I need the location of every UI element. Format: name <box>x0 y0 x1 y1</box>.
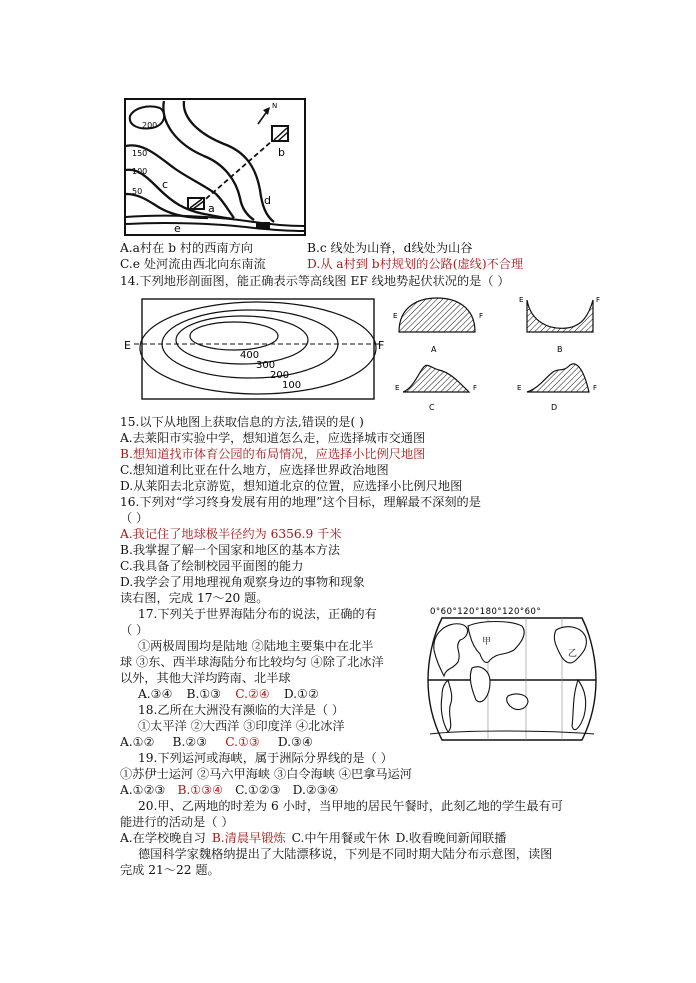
contour-label-200: 200 <box>142 121 158 130</box>
q19-option-a: A.①②③ <box>120 783 166 797</box>
q17-option-c: C.②④ <box>235 687 270 701</box>
profile-options <box>393 292 603 414</box>
q18-options-line: ①太平洋 ②大西洋 ③印度洋 ④北冰洋 <box>138 719 345 733</box>
q17-line2: 球 ③东、西半球海陆分布比较均匀 ④除了北冰洋 <box>120 655 384 669</box>
contour-200-label: 200 <box>270 370 290 381</box>
q14-stem: 14.下列地形剖面图，能正确表示等高线图 EF 线地势起伏状况的是（ ） <box>120 274 510 288</box>
q17-option-a: A.③④ <box>138 687 173 701</box>
q16-stem: 16.下列对“学习终身发展有用的地理”这个目标，理解最不深刻的是 <box>120 495 481 509</box>
profile-b-label: B <box>557 345 563 354</box>
label-yi: 乙 <box>568 649 578 659</box>
contour-label-100: 100 <box>132 167 148 176</box>
q16-option-a: A.我记住了地球极半径约为 6356.9 千米 <box>120 527 342 541</box>
q18-option-c: C.①③ <box>225 735 260 749</box>
ef-end-e: E <box>124 339 131 352</box>
q20-option-b: B.清晨早锻炼 <box>211 831 286 845</box>
contour-400-label: 400 <box>240 350 260 361</box>
contour-label-50: 50 <box>132 187 143 196</box>
q16-bracket: （ ） <box>120 511 149 525</box>
svg-text:E: E <box>517 384 522 392</box>
q17-option-d: D.①② <box>283 687 319 701</box>
q17-stem: 17.下列关于世界海陆分布的说法，正确的有 <box>138 607 377 621</box>
q20-option-d: D.收看晚间新闻联播 <box>395 831 507 845</box>
svg-text:F: F <box>596 296 601 304</box>
contour-label-150: 150 <box>132 149 148 158</box>
svg-text:F: F <box>473 384 478 392</box>
q13-option-d: D.从 a村到 b村规划的公路(虚线)不合理 <box>307 257 524 271</box>
world-map <box>424 604 600 742</box>
svg-text:E: E <box>519 296 524 304</box>
q15-option-c: C.想知道利比亚在什么地方，应选择世界政治地图 <box>120 463 389 477</box>
q15-option-a: A.去莱阳市实验中学，想知道怎么走，应选择城市交通图 <box>120 431 426 445</box>
q20-stem-line1: 20.甲、乙两地的时差为 6 小时，当甲地的居民午餐时，此刻乙地的学生最有可 <box>138 799 563 813</box>
ef-contour-diagram <box>122 298 390 400</box>
q18-option-b: B.②③ <box>172 735 208 749</box>
q17-option-b: B.①③ <box>186 687 222 701</box>
q20-option-a: A.在学校晚自习 <box>120 831 206 845</box>
q18-option-a: A.①② <box>120 735 155 749</box>
longitude-labels: 0°60°120°180°120°60° <box>430 607 542 617</box>
intro21-line1: 德国科学家魏格纳提出了大陆漂移说，下列是不同时期大陆分布示意图，读图 <box>138 847 553 861</box>
point-e-label: e <box>174 222 181 235</box>
point-a-label: a <box>208 202 215 215</box>
ef-end-f: F <box>378 339 385 352</box>
q19-option-d: D.②③④ <box>292 783 339 797</box>
point-d-label: d <box>264 194 271 207</box>
q15-option-d: D.从莱阳去北京游览，想知道北京的位置，应选择小比例尺地图 <box>120 479 463 493</box>
contour-map-village <box>124 98 306 236</box>
read-instruction-17-20: 读右图，完成 17～20 题。 <box>120 591 269 605</box>
profile-c-label: C <box>429 403 435 412</box>
q13-option-a: A.a村在 b 村的西南方向 <box>120 241 253 255</box>
q19-option-c: C.①②③ <box>235 783 281 797</box>
q19-options-line: ①苏伊士运河 ②马六甲海峡 ③白令海峡 ④巴拿马运河 <box>120 767 412 781</box>
point-b-label: b <box>278 146 285 159</box>
q16-option-d: D.我学会了用地理视角观察身边的事物和现象 <box>120 575 365 589</box>
point-c-label: c <box>162 178 169 191</box>
profile-a-label: A <box>431 345 437 354</box>
svg-text:E: E <box>393 312 398 320</box>
intro21-line2: 完成 21～22 题。 <box>120 863 220 877</box>
q18-option-d: D.③④ <box>277 735 313 749</box>
north-label: N <box>272 102 278 110</box>
q18-stem: 18.乙所在大洲没有濒临的大洋是（ ） <box>138 703 345 717</box>
q15-stem: 15.以下从地图上获取信息的方法,错误的是( ) <box>120 415 364 429</box>
q20-stem-line2: 能进行的活动是（ ） <box>120 815 234 829</box>
q16-option-b: B.我掌握了解一个国家和地区的基本方法 <box>120 543 341 557</box>
q15-option-b: B.想知道找市体育公园的布局情况，应选择小比例尺地图 <box>120 447 426 461</box>
q17-line1: ①两极周围均是陆地 ②陆地主要集中在北半 <box>138 639 374 653</box>
svg-text:F: F <box>479 312 484 320</box>
q19-option-b: B.①③④ <box>177 783 224 797</box>
contour-300-label: 300 <box>256 360 276 371</box>
q19-stem: 19.下列运河或海峡，属于洲际分界线的是（ ） <box>138 751 393 765</box>
contour-100-label: 100 <box>282 380 302 391</box>
svg-text:E: E <box>395 384 400 392</box>
q20-option-c: C.中午用餐或午休 <box>291 831 390 845</box>
q13-option-b: B.c 线处为山脊，d线处为山谷 <box>307 241 473 255</box>
label-jia: 甲 <box>482 637 492 647</box>
q16-option-c: C.我具备了绘制校园平面图的能力 <box>120 559 304 573</box>
q13-option-c: C.e 处河流由西北向东南流 <box>120 257 266 271</box>
svg-text:F: F <box>593 384 598 392</box>
q17-line3: 以外，其他大洋均跨南、北半球 <box>120 671 291 685</box>
profile-d-label: D <box>551 403 558 412</box>
q17-bracket: （ ） <box>120 623 149 637</box>
